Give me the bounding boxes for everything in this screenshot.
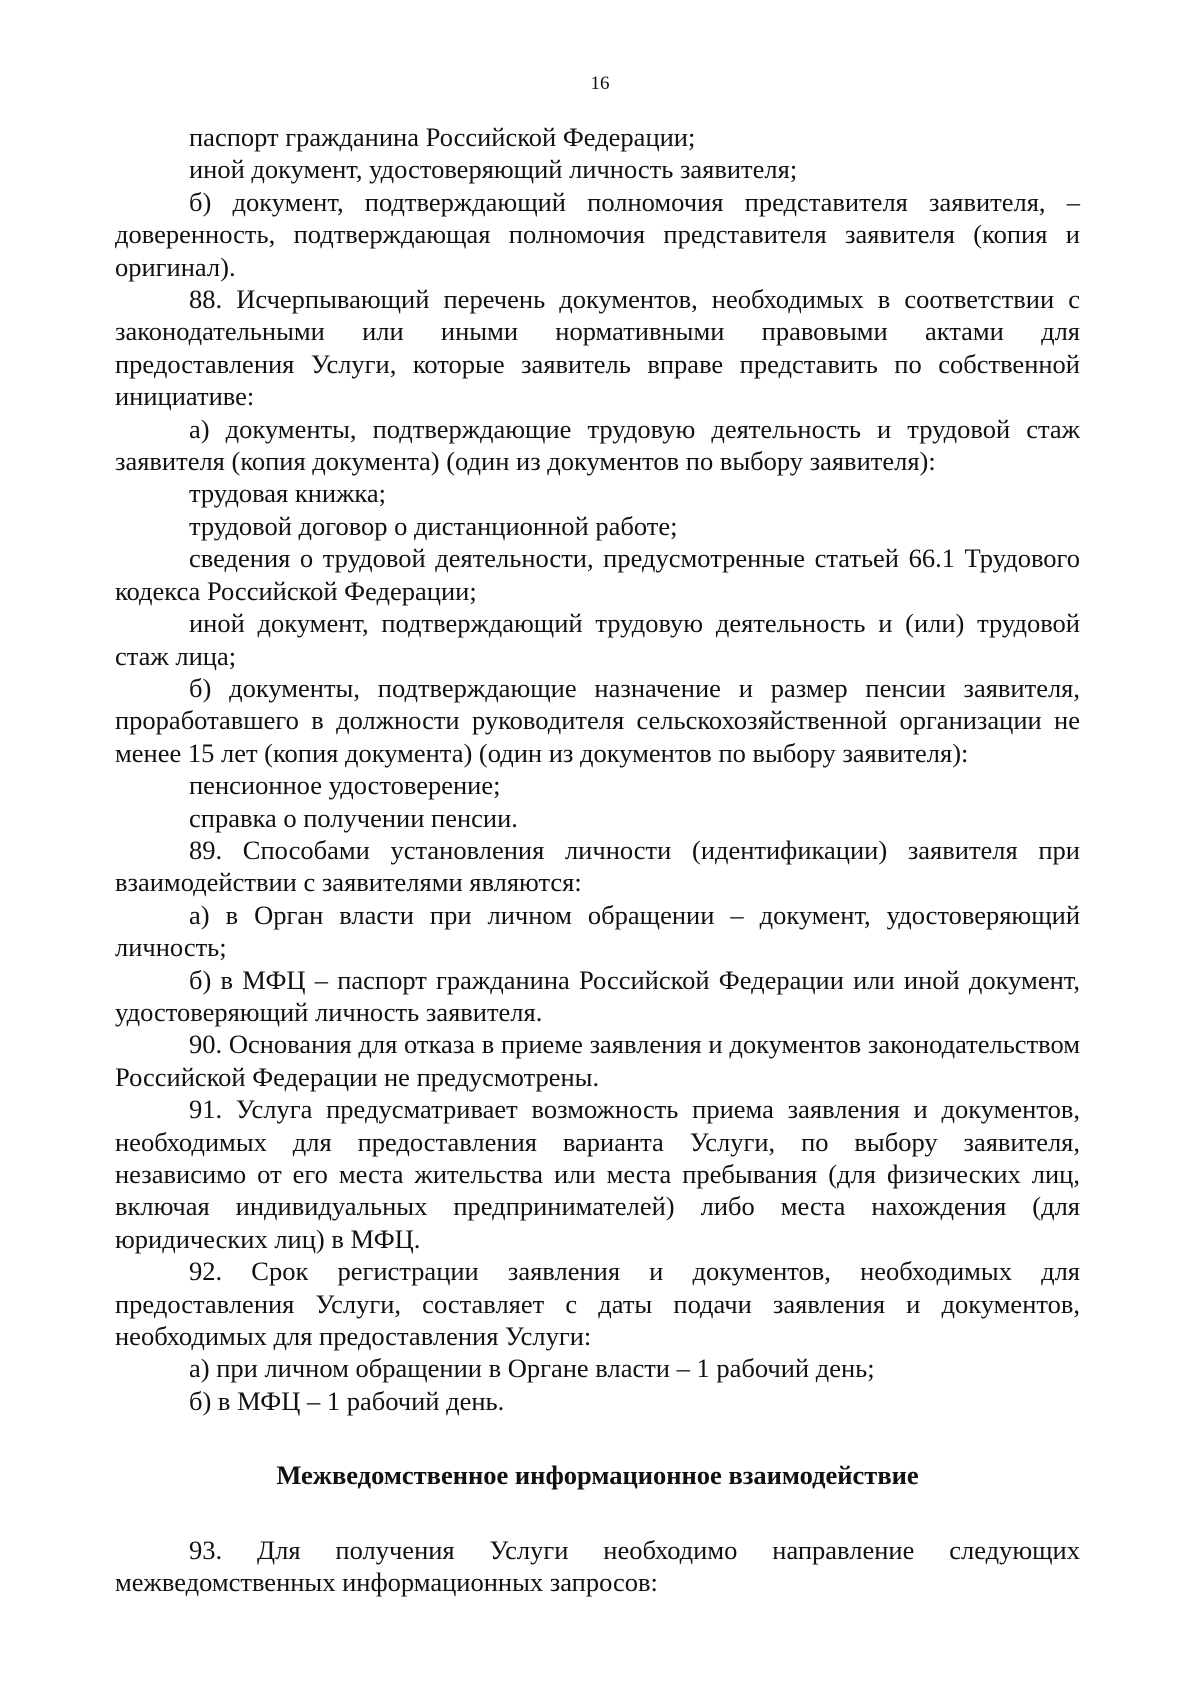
paragraph: пенсионное удостоверение;	[189, 770, 501, 801]
paragraph: б) в МФЦ – паспорт гражданина Российской Федерации или иной документ, удостоверяющий личность заявителя.	[115, 964, 1080, 1027]
paragraph: а) при личном обращении в Органе власти – 1 рабочий день;	[189, 1353, 875, 1384]
paragraph: 91. Услуга предусматривает возможность приема заявления и документов, необходимых для предоставления варианта Услуги, по выбору заявителя, независимо от его места жительства или места пребывания (для физических лиц, включая индивидуальных предпринимателей) либо места нахождения (для юридических лиц) в МФЦ.	[115, 1094, 1080, 1254]
paragraph: б) документы, подтверждающие назначение и размер пенсии заявителя, проработавшего в должности руководителя сельскохозяйственной организации не менее 15 лет (копия документа) (один из документов по выбору заявителя):	[115, 672, 1080, 768]
paragraph: справка о получении пенсии.	[189, 802, 518, 833]
paragraph: а) в Орган власти при личном обращении – документ, удостоверяющий личность;	[115, 899, 1080, 963]
page-number: 16	[590, 73, 610, 94]
paragraph: б) документ, подтверждающий полномочия представителя заявителя, – доверенность, подтверждающая полномочия представителя заявителя (копия и оригинал).	[115, 186, 1080, 282]
paragraph: трудовая книжка;	[189, 478, 387, 509]
paragraph: 92. Срок регистрации заявления и документов, необходимых для предоставления Услуги, составляет с даты подачи заявления и документов, необходимых для предоставления Услуги:	[115, 1256, 1080, 1352]
paragraph: иной документ, подтверждающий трудовую деятельность и (или) трудовой стаж лица;	[115, 608, 1080, 671]
paragraph: б) в МФЦ – 1 рабочий день.	[189, 1385, 505, 1416]
paragraph: 90. Основания для отказа в приеме заявления и документов законодательством Российской Федерации не предусмотрены.	[115, 1029, 1080, 1092]
paragraph: паспорт гражданина Российской Федерации;	[189, 122, 696, 152]
paragraph: иной документ, удостоверяющий личность заявителя;	[189, 154, 798, 185]
section-heading: Межведомственное информационное взаимодействие	[276, 1460, 919, 1491]
paragraph: 88. Исчерпывающий перечень документов, необходимых в соответствии с законодательными или иными нормативными правовыми актами для предоставления Услуги, которые заявитель вправе представить по собственной инициативе:	[115, 284, 1080, 412]
document-body	[115, 121, 1080, 1598]
paragraph: 89. Способами установления личности (идентификации) заявителя при взаимодействии с заявителями являются:	[115, 834, 1080, 898]
paragraph: трудовой договор о дистанционной работе;	[189, 510, 678, 541]
paragraph: сведения о трудовой деятельности, предусмотренные статьей 66.1 Трудового кодекса Российской Федерации;	[115, 543, 1080, 606]
paragraph: а) документы, подтверждающие трудовую деятельность и трудовой стаж заявителя (копия документа) (один из документов по выбору заявителя):	[115, 413, 1080, 477]
paragraph: 93. Для получения Услуги необходимо направление следующих межведомственных информационных запросов:	[115, 1534, 1080, 1598]
